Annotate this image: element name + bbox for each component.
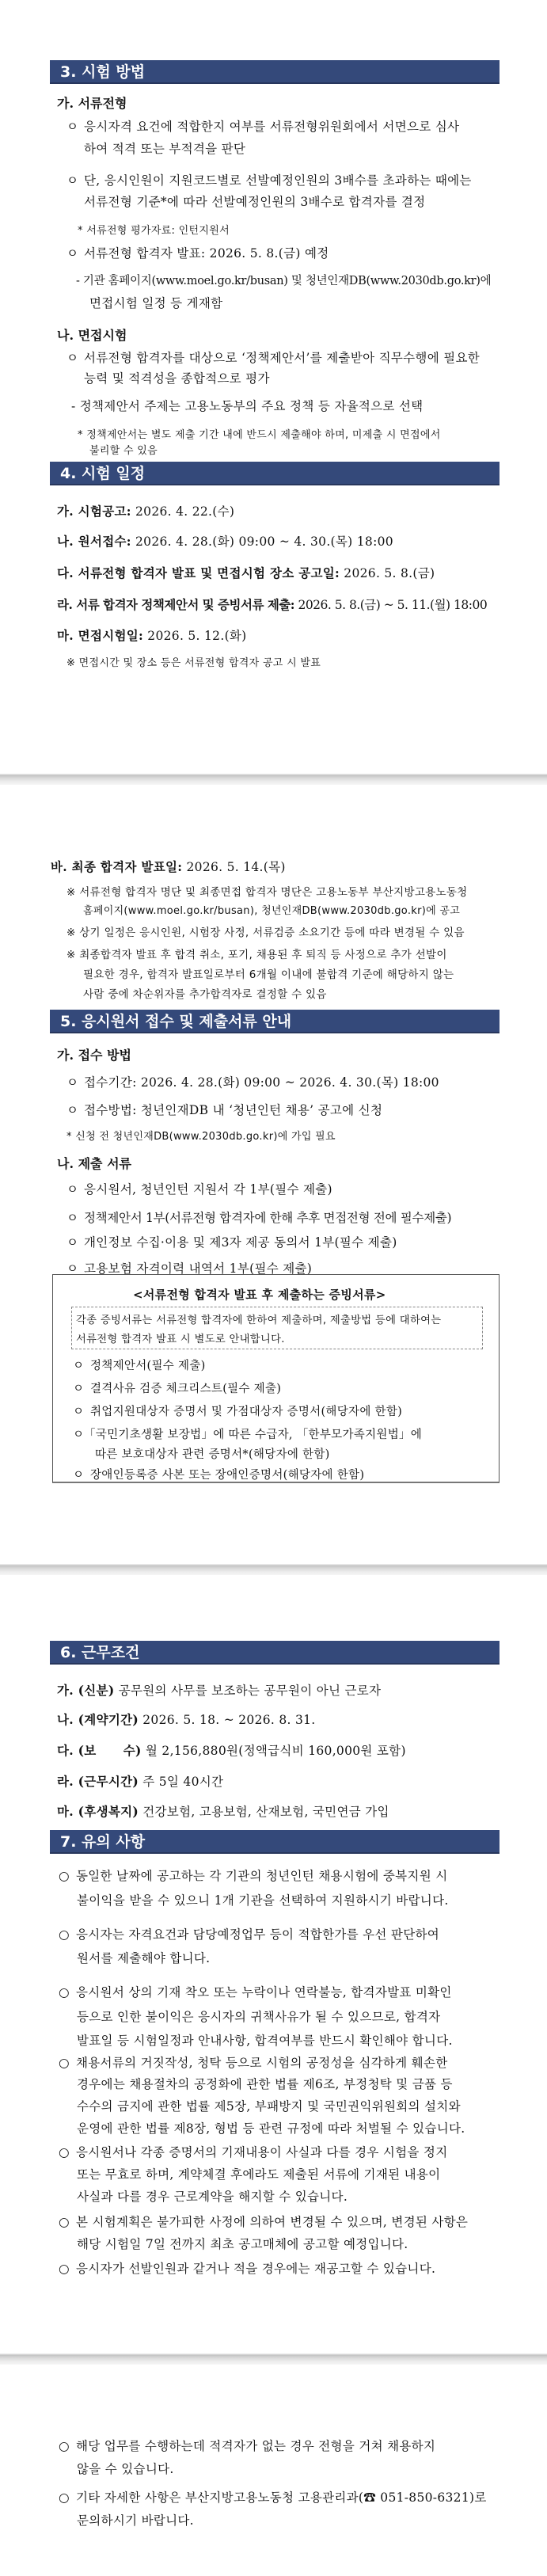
circle-bullet-icon: ㅇ	[66, 1182, 79, 1197]
notice-line: 원서를 제출해야 합니다.	[77, 1951, 211, 1965]
condition-item: 가. (신분) 공무원의 사무를 보조하는 공무원이 아닌 근로자	[57, 1683, 382, 1698]
note-line: ※ 상기 일정은 응시인원, 시험장 사정, 서류검증 소요기간 등에 따라 변경될 수 있음	[66, 927, 465, 939]
box-title: <서류전형 합격자 발표 후 제출하는 증빙서류>	[133, 1288, 386, 1302]
circle-bullet-icon: ○	[59, 1985, 70, 2000]
bullet-line: ㅇ 고용보험 자격이력 내역서 1부(필수 제출)	[66, 1259, 312, 1277]
dash-line: - 정책제안서 주제는 고용노동부의 주요 정책 등 자율적으로 선택	[71, 399, 424, 413]
circle-bullet-icon: ㅇ	[66, 1075, 79, 1090]
notice-item-contact: ○ 기타 자세한 사항은 부산지방고용노동청 고용관리과(☎ 051-850-6321)로	[59, 2490, 487, 2505]
section-header-application: 5. 응시원서 접수 및 제출서류 안내	[50, 1010, 500, 1033]
schedule-item: 가. 시험공고: 2026. 4. 22.(수)	[57, 504, 235, 519]
circle-bullet-icon: ㅇ	[73, 1429, 85, 1441]
notice-line: 사실과 다를 경우 근로계약을 해지할 수 있습니다.	[77, 2190, 348, 2204]
circle-bullet-icon: ○	[59, 2490, 70, 2505]
bullet-line: ㅇ 단, 응시인원이 지원코드별로 선발예정인원의 3배수를 초과하는 때에는	[66, 171, 472, 188]
notice-item: ○ 응시원서 상의 기재 착오 또는 누락이나 연락불능, 합격자발표 미확인	[59, 1985, 452, 2000]
note-line: ※ 서류전형 합격자 명단 및 최종면접 합격자 명단은 고용노동부 부산지방고용노동청	[66, 886, 468, 899]
notice-item: ○ 채용서류의 거짓작성, 청탁 등으로 시험의 공정성을 심각하게 훼손한	[59, 2056, 448, 2070]
bullet-line: ㅇ 정책제안서 1부(서류전형 합격자에 한해 추후 면접전형 전에 필수제출)	[66, 1208, 451, 1226]
note-line: 사람 중에 차순위자를 추가합격자로 결정할 수 있음	[83, 988, 327, 1001]
notice-line: 발표일 등 시험일정과 안내사항, 합격여부를 반드시 확인해야 합니다.	[77, 2034, 453, 2048]
box-bullet-line: ㅇ「국민기초생활 보장법」에 따른 수급자, 「한부모가족지원법」에	[73, 1425, 422, 1442]
text-line: 면접시험 일정 등 게재함	[89, 296, 223, 310]
page-separator	[0, 2353, 547, 2365]
bullet-line: ㅇ 서류전형 합격자 발표: 2026. 5. 8.(금) 예정	[66, 244, 329, 261]
notice-line: 경우에는 채용절차의 공정화에 관한 법률 제6조, 부정청탁 및 금품 등	[77, 2077, 453, 2091]
page-separator	[0, 1564, 547, 1575]
notice-item: ○ 본 시험계획은 불가피한 사정에 의하여 변경될 수 있으며, 변경된 사항은	[59, 2215, 469, 2229]
notice-line: 각종 증빙서류는 서류전형 합격자에 한하여 제출하며, 제출방법 등에 대하여는	[76, 1315, 442, 1326]
text-line-urls: - 기관 홈페이지(www.moel.go.kr/busan) 및 청년인재DB(www.2030db.go.kr)에	[76, 275, 492, 287]
schedule-item: 마. 면접시험일: 2026. 5. 12.(화)	[57, 628, 247, 643]
bullet-line: ㅇ 응시자격 요건에 적합한지 여부를 서류전형위원회에서 서면으로 심사	[66, 117, 459, 135]
final-announcement: 바. 최종 합격자 발표일: 2026. 5. 14.(목)	[51, 859, 286, 874]
subheading-required-documents: 나. 제출 서류	[57, 1156, 131, 1171]
bullet-line: ㅇ 응시원서, 청년인턴 지원서 각 1부(필수 제출)	[66, 1180, 332, 1197]
condition-item: 다. (보 수) 월 2,156,880원(정액급식비 160,000원 포함)	[57, 1743, 406, 1758]
box-bullet-line: ㅇ 결격사유 검증 체크리스트(필수 제출)	[73, 1379, 281, 1396]
notice-line: 서류전형 합격자 발표 시 별도로 안내합니다.	[76, 1334, 285, 1345]
section-header-exam-schedule: 4. 시험 일정	[50, 462, 500, 485]
condition-item: 마. (후생복지) 건강보험, 고용보험, 산재보험, 국민연금 가입	[57, 1804, 389, 1819]
bullet-line: ㅇ 접수방법: 청년인재DB 내 ‘청년인턴 채용’ 공고에 신청	[66, 1101, 382, 1118]
schedule-item: 라. 서류 합격자 정책제안서 및 증빙서류 제출: 2026. 5. 8.(금) ~ 5. 11.(월) 18:00	[57, 597, 488, 612]
circle-bullet-icon: ㅇ	[66, 1103, 79, 1117]
circle-bullet-icon: ○	[59, 2056, 70, 2070]
notice-line: 등으로 인한 불이익은 응시자의 귀책사유가 될 수 있으므로, 합격자	[77, 2010, 441, 2024]
note-line: 홈페이지(www.moel.go.kr/busan), 청년인재DB(www.2030db.go.kr)에 공고	[83, 905, 461, 917]
section-header-working-conditions: 6. 근무조건	[50, 1641, 500, 1665]
circle-bullet-icon: ㅇ	[73, 1469, 85, 1482]
circle-bullet-icon: ㅇ	[73, 1360, 85, 1372]
circle-bullet-icon: ○	[59, 2145, 70, 2159]
circle-bullet-icon: ㅇ	[66, 1235, 79, 1250]
circle-bullet-icon: ㅇ	[73, 1383, 85, 1395]
schedule-item: 다. 서류전형 합격자 발표 및 면접시험 장소 공고일: 2026. 5. 8.(금)	[57, 565, 435, 580]
circle-bullet-icon: ㅇ	[66, 1211, 78, 1225]
bullet-line: ㅇ 개인정보 수집·이용 및 제3자 제공 동의서 1부(필수 제출)	[66, 1233, 397, 1250]
footnote: * 서류전형 평가자료: 인턴지원서	[78, 225, 230, 237]
notice-line: 불이익을 받을 수 있으니 1개 기관을 선택하여 지원하시기 바랍니다.	[77, 1893, 449, 1908]
section-header-exam-method: 3. 시험 방법	[50, 60, 500, 84]
circle-bullet-icon: ㅇ	[66, 1261, 79, 1276]
box-text-line: 따른 보호대상자 관련 증명서*(해당자에 한함)	[95, 1448, 330, 1461]
condition-item: 나. (계약기간) 2026. 5. 18. ~ 2026. 8. 31.	[57, 1712, 316, 1727]
box-bullet-line: ㅇ 취업지원대상자 증명서 및 가점대상자 증명서(해당자에 한함)	[73, 1402, 402, 1419]
circle-bullet-icon: ○	[59, 2439, 70, 2453]
schedule-note: ※ 면접시간 및 장소 등은 서류전형 합격자 공고 시 발표	[66, 657, 321, 669]
text-line: 하여 적격 또는 부적격을 판단	[84, 142, 246, 156]
circle-bullet-icon: ○	[59, 2215, 70, 2229]
box-bullet-line: ㅇ 장애인등록증 사본 또는 장애인증명서(해당자에 한함)	[73, 1466, 364, 1482]
circle-bullet-icon: ㅇ	[66, 351, 79, 365]
circle-bullet-icon: ○	[59, 1869, 70, 1883]
notice-item: ○ 응시원서나 각종 증명서의 기재내용이 사실과 다를 경우 시험을 정지	[59, 2145, 448, 2159]
schedule-item: 나. 원서접수: 2026. 4. 28.(화) 09:00 ~ 4. 30.(목) 18:00	[57, 534, 393, 549]
footnote-cont: 불리할 수 있음	[89, 445, 158, 457]
subheading-document-screening: 가. 서류전형	[57, 96, 127, 111]
bullet-line: ㅇ 접수기간: 2026. 4. 28.(화) 09:00 ~ 2026. 4. 30.(목) 18:00	[66, 1073, 439, 1090]
circle-bullet-icon: ㅇ	[66, 173, 79, 188]
subheading-interview: 나. 면접시험	[57, 328, 127, 343]
note-line: 필요한 경우, 합격자 발표일로부터 6개월 이내에 불합격 기준에 해당하지 않는	[83, 968, 454, 981]
notice-item: ○ 해당 업무를 수행하는데 적격자가 없는 경우 전형을 거쳐 채용하지	[59, 2439, 436, 2453]
circle-bullet-icon: ㅇ	[73, 1406, 85, 1418]
text-line: 서류전형 기준*에 따라 선발예정인원의 3배수로 합격자를 결정	[84, 195, 426, 209]
text-line: 능력 및 적격성을 종합적으로 평가	[84, 371, 270, 386]
circle-bullet-icon: ㅇ	[66, 120, 79, 134]
circle-bullet-icon: ○	[59, 1927, 70, 1942]
page-separator	[0, 774, 547, 785]
notice-line: 문의하시기 바랍니다.	[77, 2513, 194, 2528]
circle-bullet-icon: ㅇ	[66, 246, 79, 261]
notice-line: 수수의 금지에 관한 법률 제5장, 부패방지 및 국민권익위원회의 설치와	[77, 2099, 461, 2114]
notice-line: 또는 무효로 하며, 계약체결 후에라도 제출된 서류에 기재된 내용이	[77, 2167, 441, 2182]
notice-item: ○ 응시자는 자격요건과 담당예정업무 등이 적합한가를 우선 판단하여	[59, 1927, 440, 1942]
footnote: * 정책제안서는 별도 제출 기간 내에 반드시 제출해야 하며, 미제출 시 면접에서	[78, 429, 441, 441]
notice-line: 운영에 관한 법률 제8장, 형법 등 관련 규정에 따라 처벌될 수 있습니다.	[77, 2121, 465, 2136]
notice-item: ○ 동일한 날짜에 공고하는 각 기관의 청년인턴 채용시험에 중복지원 시	[59, 1869, 448, 1883]
subheading-application-method: 가. 접수 방법	[57, 1048, 131, 1063]
condition-item: 라. (근무시간) 주 5일 40시간	[57, 1774, 224, 1789]
box-bullet-line: ㅇ 정책제안서(필수 제출)	[73, 1356, 206, 1373]
circle-bullet-icon: ○	[59, 2262, 70, 2276]
bullet-line: ㅇ 서류전형 합격자를 대상으로 ‘정책제안서’를 제출받아 직무수행에 필요한	[66, 348, 480, 366]
notice-item: ○ 응시자가 선발인원과 같거나 적을 경우에는 재공고할 수 있습니다.	[59, 2262, 436, 2276]
footnote: * 신청 전 청년인재DB(www.2030db.go.kr)에 가입 필요	[66, 1131, 336, 1143]
section-header-notes: 7. 유의 사항	[50, 1830, 500, 1854]
note-line: ※ 최종합격자 발표 후 합격 취소, 포기, 채용된 후 퇴직 등 사정으로 추가 선발이	[66, 949, 447, 961]
notice-line: 않을 수 있습니다.	[77, 2462, 174, 2476]
notice-line: 해당 시험일 7일 전까지 최초 공고매체에 공고할 예정입니다.	[77, 2237, 408, 2251]
